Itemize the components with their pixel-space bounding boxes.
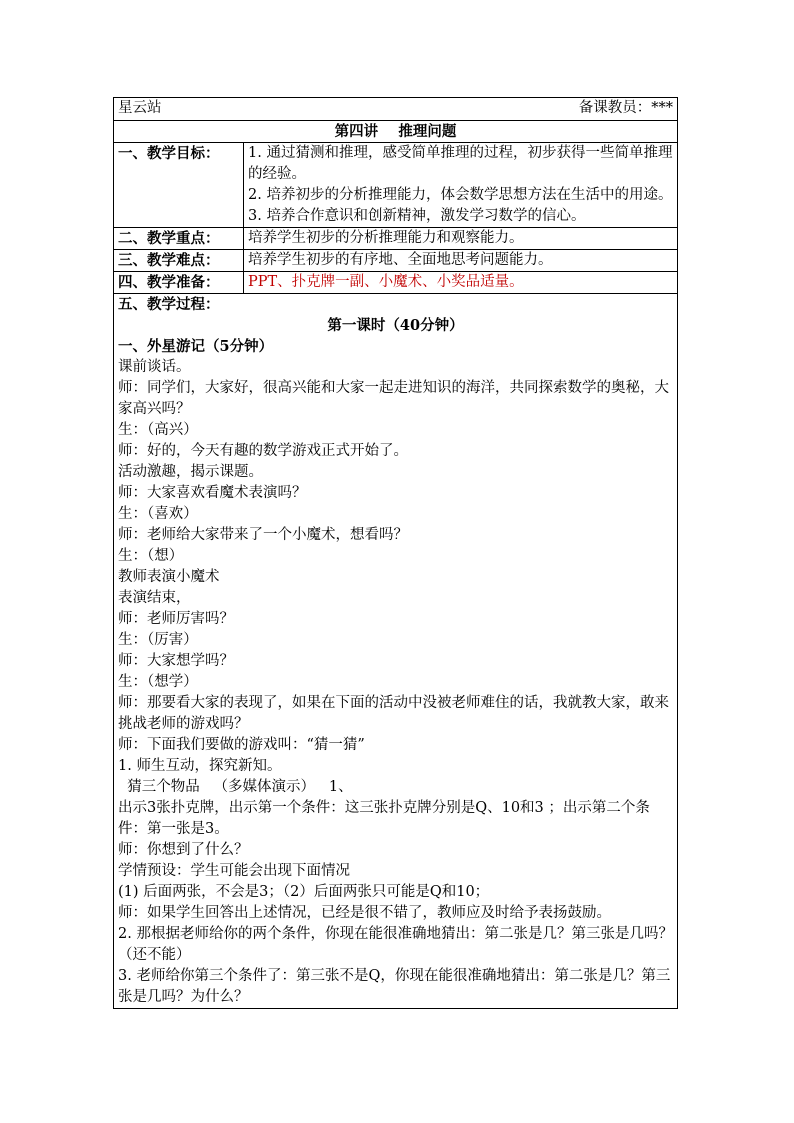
lesson-line: 教师表演小魔术	[118, 569, 220, 585]
lesson-line: 猜三个物品 （多媒体演示） 1、	[118, 779, 353, 795]
lesson-plan-table	[113, 97, 678, 1009]
teacher-name: 备课教员：***	[578, 100, 673, 116]
goal-item: 3. 培养合作意识和创新精神，激发学习数学的信心。	[248, 208, 586, 224]
goal-item: 2. 培养初步的分析推理能力，体会数学思想方法在生活中的用途。	[248, 187, 673, 203]
goal-item: 1. 通过猜测和推理，感受简单推理的过程，初步获得一些简单推理的经验。	[248, 145, 673, 182]
lesson-line: 师：好的，今天有趣的数学游戏正式开始了。	[118, 443, 408, 459]
part1-heading: 一、外星游记（5分钟）	[118, 338, 274, 355]
lesson-line: 学情预设：学生可能会出现下面情况	[118, 863, 350, 879]
lesson-line: (1) 后面两张，不会是3；（2）后面两张只可能是Q和10；	[118, 884, 490, 900]
lesson-line: 师：大家喜欢看魔术表演吗？	[118, 485, 307, 501]
prep-row	[114, 272, 678, 294]
site-name: 星云站	[118, 100, 162, 116]
process-label: 五、教学过程：	[118, 296, 220, 313]
process-content	[114, 294, 678, 1009]
difficulty-label: 三、教学难点：	[114, 250, 244, 272]
prep-content: PPT、扑克牌一副、小魔术、小奖品适量。	[244, 272, 678, 294]
process-row	[114, 294, 678, 1009]
lesson-line: 师：同学们，大家好，很高兴能和大家一起走进知识的海洋，共同探索数学的奥秘，大家高兴吗？	[118, 380, 669, 417]
lesson-lines	[118, 357, 673, 1008]
lesson-line: 3. 老师给你第三个条件了：第三张不是Q，你现在能很准确地猜出：第二张是几？第三张是几吗？为什么？	[118, 968, 671, 1005]
focus-row	[114, 228, 678, 250]
lesson-line: 活动激趣，揭示课题。	[118, 464, 263, 480]
lesson-line: 课前谈话。	[118, 359, 191, 375]
goals-row	[114, 143, 678, 228]
lesson-line: 师：下面我们要做的游戏叫：“猜一猜”	[118, 737, 365, 753]
lesson-title: 第四讲 推理问题	[114, 121, 678, 143]
lesson-line: 师：你想到了什么？	[118, 842, 249, 858]
goals-label: 一、教学目标：	[114, 143, 244, 228]
title-row	[114, 121, 678, 143]
lesson-line: 生：（想学）	[118, 674, 198, 690]
lesson-plan-document	[113, 97, 677, 1009]
lesson-line: 师：老师给大家带来了一个小魔术，想看吗？	[118, 527, 408, 543]
lesson-line: 师：大家想学吗？	[118, 653, 234, 669]
focus-content: 培养学生初步的分析推理能力和观察能力。	[244, 228, 678, 250]
goals-content	[244, 143, 678, 228]
lesson-line: 1. 师生互动，探究新知。	[118, 758, 282, 774]
prep-label: 四、教学准备：	[114, 272, 244, 294]
lesson-line: 生：（喜欢）	[118, 506, 198, 522]
header-row	[114, 98, 678, 121]
focus-label: 二、教学重点：	[114, 228, 244, 250]
lesson-line: 出示3张扑克牌，出示第一个条件：这三张扑克牌分别是Q、10和3 ；出示第二个条件：第一张是3。	[118, 800, 650, 837]
lesson-line: 2. 那根据老师给你的两个条件，你现在能很准确地猜出：第二张是几？第三张是几吗？（还不能）	[118, 926, 673, 963]
lesson-line: 师：那要看大家的表现了，如果在下面的活动中没被老师难住的话，我就教大家，敢来挑战老师的游戏吗？	[118, 695, 669, 732]
lesson-line: 生：（想）	[118, 548, 184, 564]
difficulty-row	[114, 250, 678, 272]
difficulty-content: 培养学生初步的有序地、全面地思考问题能力。	[244, 250, 678, 272]
lesson-heading: 第一课时（40分钟）	[327, 317, 464, 334]
lesson-line: 表演结束，	[118, 590, 191, 606]
lesson-line: 师：如果学生回答出上述情况，已经是很不错了，教师应及时给予表扬鼓励。	[118, 905, 611, 921]
lesson-line: 生：（厉害）	[118, 632, 198, 648]
lesson-line: 生：（高兴）	[118, 422, 198, 438]
lesson-line: 师：老师厉害吗？	[118, 611, 234, 627]
